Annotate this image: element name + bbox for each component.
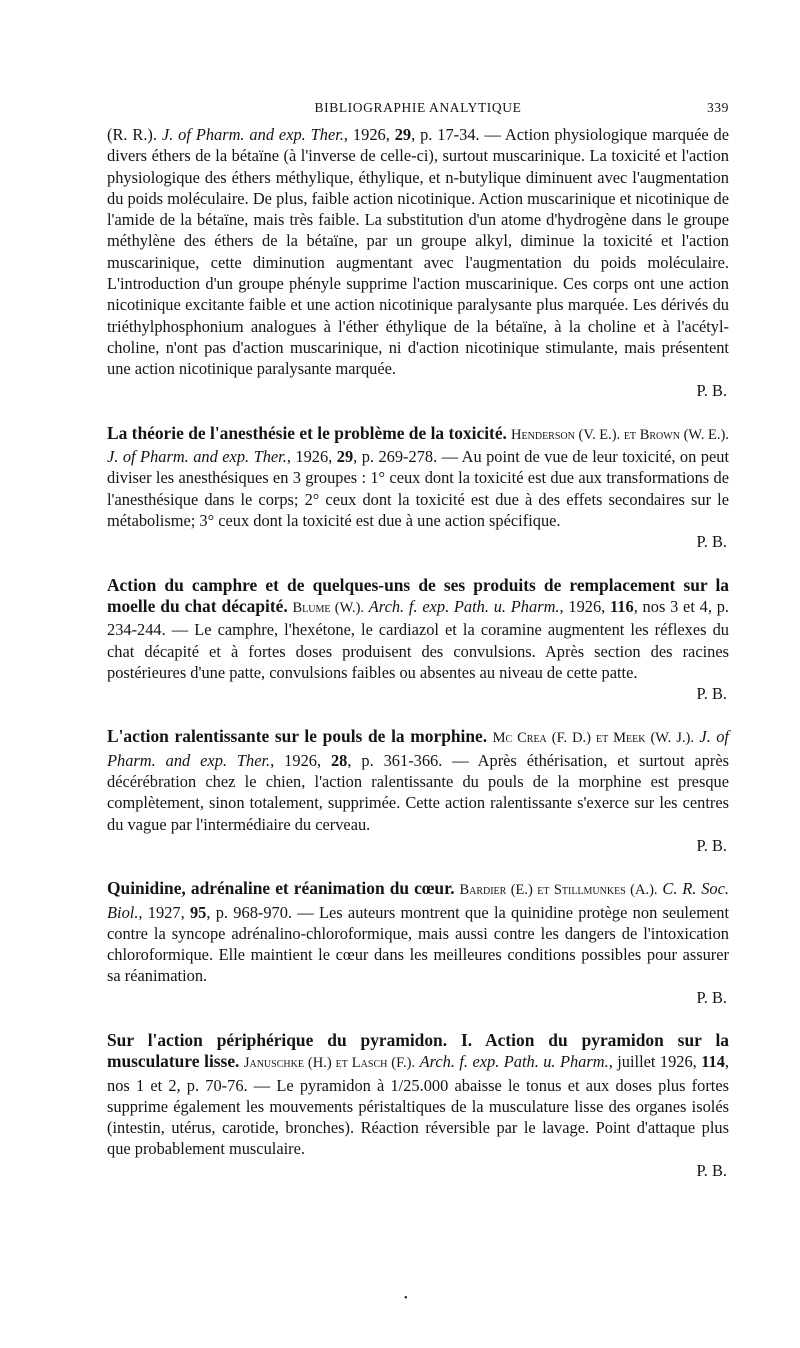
- volume: 29: [394, 125, 412, 144]
- signature: P. B.: [696, 380, 727, 400]
- signature: P. B.: [696, 684, 727, 704]
- abstract-text: , nos 1 et 2, p. 70-76. — Le pyramidon à 1/25.000 abaisse le tonus et aux doses plus fortes supprime également les mouvements péristaltiques de la musculature lisse des organes isolés (intestin, utérus, carotide, bronches). Réaction réversible par le lavage. Point d'attaque plus que probablement musculaire.: [107, 1052, 730, 1159]
- authors: Blume (W.).: [292, 599, 365, 616]
- entry-title: L'action ralentissante sur le pouls de la morphine.: [107, 726, 488, 747]
- journal: C. R. Soc. Biol.: [107, 879, 729, 922]
- authors: Mc Crea (F. D.) et Meek (W. J.).: [492, 730, 694, 747]
- entry-title: Quinidine, adrénaline et réanimation du cœur.: [107, 878, 455, 899]
- citation-year: , 1926,: [559, 596, 611, 616]
- entry-morphine: [107, 726, 729, 856]
- entry-body: [107, 124, 729, 380]
- abstract-text: , p. 968-970. — Les auteurs montrent que la quinidine protège non seulement contre la syncope adrénalino-chloroformique, mais aussi contre les dangers de l'intoxication chloroformique. Elle maintient le cœur dans les meilleures conditions possibles pour assurer sa réanimation.: [107, 902, 730, 986]
- abstract-text: , p. 269-278. — Au point de vue de leur toxicité, on peut diviser les anesthésiques en 3 groupes : 1° ceux dont la toxicité est due aux transformations de l'anesthésique dans le corps; 2° ceux dont la toxicité est due à des effets secondaires sur le métabolisme; 3° ceux dont la toxicité est due à une action spécifique.: [107, 447, 729, 531]
- abstract-text: , p. 17-34. — Action physiologique marquée de divers éthers de la bétaïne (à l'inverse de celle-ci), surtout muscarinique. La toxicité et l'action physiologique des éthers méthylique, éthylique, et n-butylique diminuent avec l'augmentation du poids moléculaire. De plus, faible action nicotinique. Action muscarinique et nicotinique de l'amide de la bétaïne, mais très faible. La substitution d'un atome d'hydrogène dans le groupe méthylène des éthers de la bétaïne, par un groupe alkyl, diminue la toxicité et l'action muscarinique, cette diminution augmentant avec l'augmentation du poids moléculaire. L'introduction d'un groupe phényle supprime l'action muscarinique. Ces corps ont une action nicotinique excitante faible et une action nicotinique paralysante plus marquée. Les dérivés du triéthylphosphonium analogues à l'éther éthylique de la bétaïne, à la choline et à l'acétyl-choline, n'ont pas d'action muscarinique, ni d'action nicotinique stimulante, mais présentent une action nicotinique paralysante marquée.: [107, 125, 730, 379]
- entry-body: [107, 423, 729, 531]
- volume: 28: [330, 750, 348, 770]
- volume: 95: [189, 902, 207, 922]
- signature: P. B.: [696, 532, 727, 552]
- journal: J. of Pharm. and exp. Ther.: [107, 727, 729, 770]
- citation-year: , 1927,: [138, 902, 190, 922]
- signature: P. B.: [696, 987, 727, 1007]
- journal: Arch. f. exp. Path. u. Pharm.: [419, 1052, 609, 1072]
- volume: 29: [336, 447, 354, 467]
- entry-title: Action du camphre et de quelques-uns de ses produits de remplacement sur la moelle du chat décapité.: [107, 574, 729, 616]
- entry-body: [107, 1030, 729, 1160]
- entry-camphre: [107, 575, 729, 705]
- citation-year: , juillet 1926,: [608, 1052, 702, 1072]
- abstract-text: , p. 361-366. — Après éthérisation, et surtout après décérébration chez le chien, l'action ralentissante du pouls de la morphine est presque complètement, sinon totalement, supprimée. Cette action ralentissante s'exerce sur les centres du vague par l'intermédiaire du cerveau.: [107, 750, 730, 834]
- signature: P. B.: [696, 835, 727, 855]
- abstract-text: , nos 3 et 4, p. 234-244. — Le camphre, l'hexétone, le cardiazol et la coramine augmentent les réflexes du chat décapité et à fortes doses produisent des convulsions. Après section des racines postérieures d'une patte, convulsions faibles ou absentes au niveau de cette patte.: [107, 596, 729, 682]
- entry-anesthesie: [107, 423, 729, 553]
- signature: P. B.: [696, 1160, 727, 1180]
- authors: Bardier (E.) et Stillmunkes (A.).: [459, 882, 658, 899]
- entry-body: [107, 878, 729, 986]
- entry-title: Sur l'action périphérique du pyramidon. I. Action du pyramidon sur la musculature lisse.: [107, 1029, 729, 1072]
- volume: 114: [701, 1052, 725, 1072]
- entry-body: [107, 726, 729, 834]
- entry-prefix: (R. R.).: [107, 125, 162, 144]
- page: [107, 96, 729, 1181]
- citation-year: , 1926,: [270, 750, 331, 770]
- journal: J. of Pharm. and exp. Ther.: [161, 125, 344, 144]
- entry-quinidine: [107, 878, 729, 1008]
- citation-year: , 1926,: [286, 447, 337, 467]
- authors: Januschke (H.) et Lasch (F.).: [243, 1055, 416, 1072]
- citation-year: , 1926,: [343, 125, 395, 144]
- footer-mark: •: [404, 1293, 408, 1304]
- journal: J. of Pharm. and exp. Ther.: [107, 447, 287, 467]
- page-number: 339: [706, 100, 729, 115]
- entry-pyramidon: [107, 1030, 729, 1181]
- running-head: [107, 96, 729, 122]
- running-title: BIBLIOGRAPHIE ANALYTIQUE: [314, 100, 522, 115]
- entry-betaine-ethers: [107, 124, 729, 401]
- volume: 116: [610, 596, 634, 616]
- journal: Arch. f. exp. Path. u. Pharm.: [368, 596, 560, 616]
- entry-body: [107, 575, 729, 683]
- authors: Henderson (V. E.). et Brown (W. E.).: [511, 426, 729, 443]
- entry-title: La théorie de l'anesthésie et le problème de la toxicité.: [107, 422, 507, 443]
